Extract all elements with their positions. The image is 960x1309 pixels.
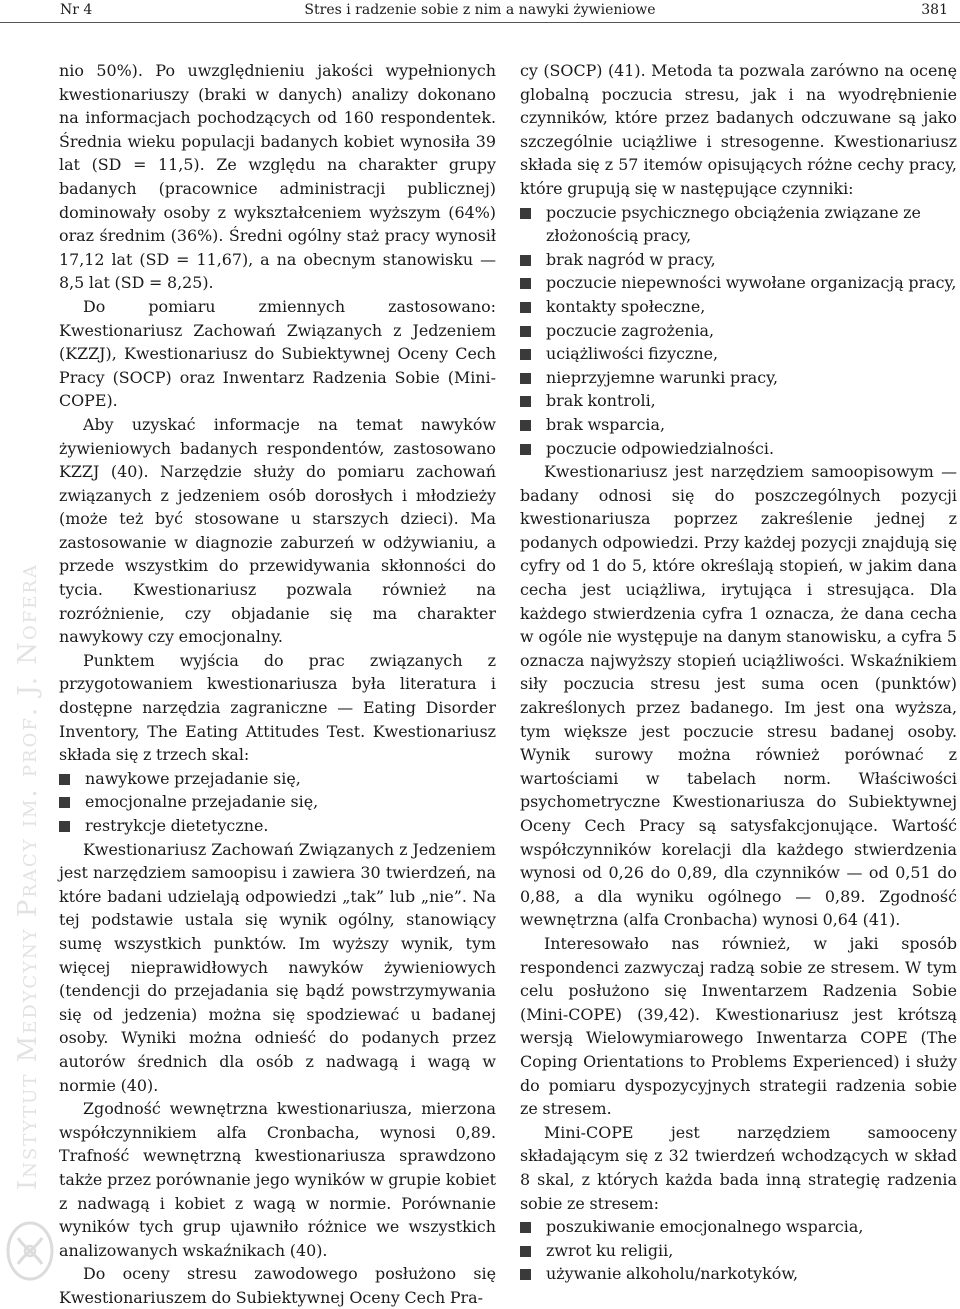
list-item: poczucie zagrożenia,	[520, 319, 957, 343]
page-number: 381	[921, 2, 948, 18]
list-item: nieprzyjemne warunki pracy,	[520, 366, 957, 390]
list-item: emocjonalne przejadanie się,	[59, 790, 496, 814]
paragraph: Punktem wyjścia do prac związanych z przygotowaniem kwestionariusza była literatura i dostępne narzędzia zagraniczne — Eating Disorder Inventory, The Eating Attitudes Test. Kwestionariusz składa się z trzech skal:	[59, 650, 496, 765]
list-item: zwrot ku religii,	[520, 1239, 957, 1263]
running-header	[0, 0, 960, 23]
paragraph: Do oceny stresu zawodowego posłużono się Kwestionariuszem do Subiektywnej Oceny Cech Pra-	[59, 1264, 496, 1307]
paragraph: cy (SOCP) (41). Metoda ta pozwala zarówno na ocenę globalną poczucia stresu, jak i na wyodrębnienie czynników, które przez badanych odczuwane są jako szczególnie uciążliwe i stresogenne. Kwestionariusz składa się z 57 itemów opisujących różne cechy pracy, które grupują się w następujące czynniki:	[520, 61, 957, 198]
left-column	[59, 59, 496, 1309]
list-item: brak wsparcia,	[520, 413, 957, 437]
watermark-text: Instytut Medycyny Pracy im. prof. J. Nofera	[13, 562, 43, 1190]
list-item: nawykowe przejadanie się,	[59, 767, 496, 791]
list-item: kontakty społeczne,	[520, 295, 957, 319]
paragraph: Aby uzyskać informacje na temat nawyków żywieniowych badanych respondentów, zastosowano KZZJ (40). Narzędzie służy do pomiaru zachowań związanych z jedzeniem osób dorosłych i młodzieży (może też być stosowane u starszych dzieci). Ma zastosowanie w diagnozie zaburzeń w odżywianiu, a przede wszystkim do przewidywania skłonności do tycia. Kwestionariusz pozwala również na rozróżnienie, czy objadanie się ma charakter nawykowy czy emocjonalny.	[59, 414, 496, 647]
paragraph: nio 50%). Po uwzględnieniu jakości wypełnionych kwestionariuszy (braki w danych) analizy dokonano na informacjach pochodzących od 160 respondentek. Średnia wieku populacji badanych kobiet wynosiła 39 lat (SD = 11,5). Ze względu na charakter grupy badanych (pracownice administracji publicznej) dominowały osoby z wykształceniem wyższym (64%) oraz średnim (36%). Średni ogólny staż pracy wynosił 17,12 lat (SD = 11,67), a na obecnym stanowisku — 8,5 lat (SD = 8,25).	[59, 61, 496, 293]
list-item: brak kontroli,	[520, 389, 957, 413]
strategies-list	[520, 1215, 957, 1286]
paragraph: Zgodność wewnętrzna kwestionariusza, mierzona współczynnikiem alfa Cronbacha, wynosi 0,89. Trafność wewnętrzną kwestionariusza sprawdzono także przez porównanie jego wyników w grupie kobiet z nadwagą i kobiet z wagą w normie. Porównanie wyników tych grup ujawniło różnice we wszystkich analizowanych wskaźnikach (40).	[59, 1099, 496, 1260]
running-title: Stres i radzenie sobie z nim a nawyki żywieniowe	[304, 2, 656, 18]
list-item: brak nagród w pracy,	[520, 248, 957, 272]
list-item: poczucie niepewności wywołane organizacją pracy,	[520, 271, 957, 295]
paragraph: Mini-COPE jest narzędziem samooceny składającym się z 32 twierdzeń wchodzących w skład 8 skal, z których każda bada inną strategię radzenia sobie ze stresem:	[520, 1122, 957, 1213]
list-item: uciążliwości fizyczne,	[520, 342, 957, 366]
list-item: poczucie odpowiedzialności.	[520, 437, 957, 461]
factors-list	[520, 201, 957, 461]
list-item: poszukiwanie emocjonalnego wsparcia,	[520, 1215, 957, 1239]
right-column	[520, 59, 957, 1286]
scales-list	[59, 767, 496, 838]
paragraph: Do pomiaru zmiennych zastosowano: Kwestionariusz Zachowań Związanych z Jedzeniem (KZZJ), Kwestionariusz do Subiektywnej Oceny Cech Pracy (SOCP) oraz Inwentarz Radzenia Sobie (Mini-COPE).	[59, 296, 496, 411]
list-item: restrykcje dietetyczne.	[59, 814, 496, 838]
paragraph: Interesowało nas również, w jaki sposób respondenci zazwyczaj radzą sobie ze stresem. W tym celu posłużono się Inwentarzem Radzenia Sobie (Mini-COPE) (39,42). Kwestionariusz jest krótszą wersją Wielowymiarowego Inwentarza COPE (The Coping Orientations to Problems Experienced) i służy do pomiaru dyspozycyjnych strategii radzenia sobie ze stresem.	[520, 933, 957, 1119]
paragraph: Kwestionariusz jest narzędziem samoopisowym — badany odnosi się do poszczególnych pozycji kwestionariusza poprzez zakreślenie jednej z podanych odpowiedzi. Przy każdej pozycji znajdują się cyfry od 1 do 5, które określają stopień, w jakim dana cecha jest uciążliwa, irytująca i stresująca. Dla każdego stwierdzenia cyfra 1 oznacza, że dana cecha w ogóle nie występuje na danym stanowisku, a cyfra 5 oznacza najwyższy stopień uciążliwości. Wskaźnikiem siły poczucia stresu jest suma ocen (punktów) zakreślonych przez badanego. Im jest ona wyższa, tym większe jest poczucie stresu badanej osoby. Wynik surowy można również porównać z wartościami w tabelach norm. Właściwości psychometryczne Kwestionariusza do Subiektywnej Oceny Cech Pracy są satysfakcjonujące. Wartość współczynników korelacji dla każdego stwierdzenia wynosi od 0,26 do 0,89, dla czynników — od 0,51 do 0,88, a dla wyniku ogólnego — 0,89. Zgodność wewnętrzna (alfa Cronbacha) wynosi 0,64 (41).	[520, 462, 957, 930]
list-item: poczucie psychicznego obciążenia związane ze złożonością pracy,	[520, 201, 957, 248]
paragraph: Kwestionariusz Zachowań Związanych z Jedzeniem jest narzędziem samoopisu i zawiera 30 twierdzeń, na które badani udzielają odpowiedzi „tak” lub „nie”. Na tej podstawie ustala się wynik ogólny, stanowiący sumę wszystkich punktów. Im wyższy wynik, tym więcej nieprawidłowych nawyków żywieniowych (tendencji do przejadania się bądź powstrzymywania się od jedzenia) można się spodziewać u badanej osoby. Wyniki można odnieść do podanych przez autorów średnich dla osób z nadwagą i wagą w normie (40).	[59, 839, 496, 1095]
list-item: używanie alkoholu/narkotyków,	[520, 1262, 957, 1286]
issue-number: Nr 4	[60, 2, 93, 18]
watermark	[8, 562, 48, 1190]
institute-logo-icon	[4, 1218, 56, 1284]
